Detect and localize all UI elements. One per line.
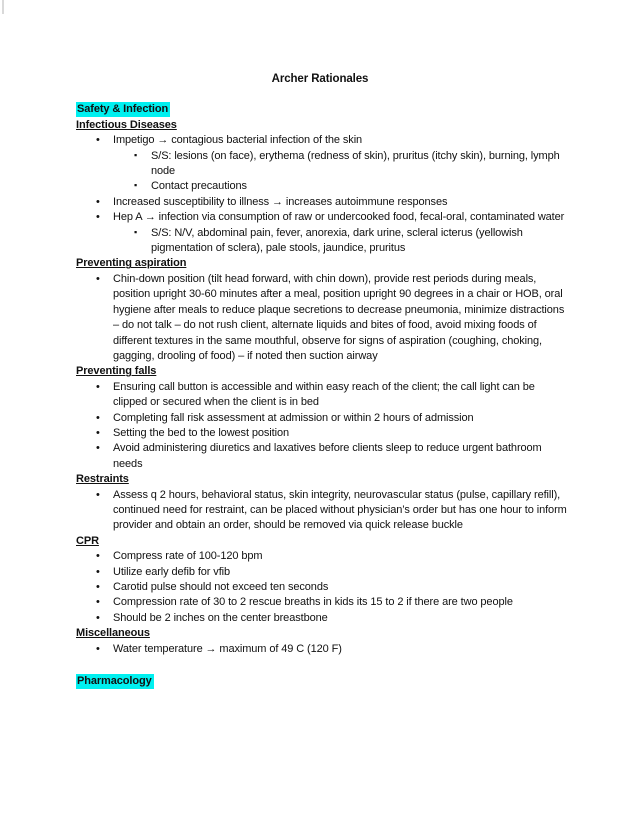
list-item-text: Increased susceptibility to illness → increases autoimmune responses <box>113 195 448 208</box>
list-item <box>76 549 568 564</box>
bullet-icon: • <box>96 596 100 609</box>
bullet-icon: • <box>96 488 100 501</box>
list-item-text: S/S: N/V, abdominal pain, fever, anorexia, dark urine, scleral icterus (yellowish pigmentation of sclera), pale stools, jaundice, pruritus <box>151 226 523 255</box>
section-preventing-falls <box>76 364 568 472</box>
bullet-icon: • <box>96 550 100 563</box>
underlined-heading-text: Preventing falls <box>76 365 157 378</box>
list-item <box>76 272 568 364</box>
list-item <box>76 411 568 426</box>
bullet-icon: • <box>96 272 100 285</box>
section-miscellaneous <box>76 626 568 657</box>
section-pharmacology <box>76 674 568 689</box>
list-item-text: Contact precautions <box>151 180 247 193</box>
underlined-heading-text: Restraints <box>76 473 129 486</box>
underlined-heading-text: Infectious Diseases <box>76 118 177 131</box>
bullet-icon: • <box>96 195 100 208</box>
list-item-text: Utilize early defib for vfib <box>113 565 231 578</box>
list-item <box>76 210 568 225</box>
underlined-heading-text: CPR <box>76 534 99 547</box>
list-item <box>76 580 568 595</box>
list-item <box>76 441 568 472</box>
section-heading <box>76 102 568 117</box>
list-item <box>76 380 568 411</box>
bullet-icon: • <box>96 211 100 224</box>
list-item-text: Setting the bed to the lowest position <box>113 426 289 439</box>
list-item-text: Ensuring call button is accessible and within easy reach of the client; the call light can be clipped or secured when the client is in bed <box>113 380 535 409</box>
list-item <box>76 149 568 180</box>
page-title: Archer Rationales <box>271 73 369 85</box>
section-restraints <box>76 472 568 534</box>
list-item <box>76 179 568 194</box>
bullet-list <box>76 549 568 626</box>
section-heading <box>76 534 568 549</box>
list-item-text: Completing fall risk assessment at admission or within 2 hours of admission <box>113 411 474 424</box>
section-heading <box>76 674 568 689</box>
bullet-list <box>76 488 568 534</box>
section-cpr <box>76 534 568 626</box>
list-item <box>76 133 568 148</box>
list-item-text: Assess q 2 hours, behavioral status, skin integrity, neurovascular status (pulse, capillary refill), continued need for restraint, can be placed without physician’s order but has one hour to inform provider and obtain an order, should be removed via quick release buckle <box>113 488 567 532</box>
bullet-icon: • <box>96 642 100 655</box>
page-edge-artifact <box>2 0 4 14</box>
document-content <box>76 102 568 689</box>
list-item-text: Water temperature → maximum of 49 C (120 F) <box>113 642 342 655</box>
bullet-icon: • <box>96 426 100 439</box>
bullet-icon: • <box>96 442 100 455</box>
section-heading <box>76 256 568 271</box>
bullet-list <box>76 133 568 256</box>
underlined-heading-text: Miscellaneous <box>76 627 150 640</box>
list-item-text: S/S: lesions (on face), erythema (redness of skin), pruritus (itchy skin), burning, lymph node <box>151 149 560 178</box>
underlined-heading-text: Preventing aspiration <box>76 257 187 270</box>
section-heading <box>76 364 568 379</box>
square-bullet-icon: ▪ <box>134 180 138 191</box>
highlighted-heading-text: Safety & Infection <box>77 103 169 116</box>
section-heading <box>76 472 568 487</box>
list-item <box>76 611 568 626</box>
list-item <box>76 426 568 441</box>
section-heading <box>76 626 568 641</box>
list-item-text: Hep A → infection via consumption of raw or undercooked food, fecal-oral, contaminated water <box>113 211 565 224</box>
list-item-text: Compress rate of 100-120 bpm <box>113 550 263 563</box>
list-item-text: Carotid pulse should not exceed ten seconds <box>113 581 329 593</box>
square-bullet-icon: ▪ <box>134 226 138 237</box>
bullet-icon: • <box>96 134 100 147</box>
list-item-text: Chin-down position (tilt head forward, with chin down), provide rest periods during meals, position upright 30-60 minutes after a meal, position upright 90 degrees in a chair or HOB, oral hygiene after meals to reduce plaque secretions to decrease pneumonia, minimize distractions – do not talk – do not rush client, alternate liquids and bites of food, avoid mixing foods of different textures in the same mouthful, observe for signs of aspiration (coughing, choking, gagging, drooling of food) – if noted then suction airway <box>113 272 565 362</box>
bullet-icon: • <box>96 411 100 424</box>
bullet-icon: • <box>96 581 100 593</box>
bullet-icon: • <box>96 565 100 578</box>
section-preventing-aspiration <box>76 256 568 364</box>
bullet-icon: • <box>96 380 100 393</box>
list-item <box>76 195 568 210</box>
section-safety-and-infection <box>76 102 568 117</box>
square-bullet-icon: ▪ <box>134 149 138 160</box>
list-item-text: Impetigo → contagious bacterial infection of the skin <box>113 134 363 147</box>
list-item <box>76 226 568 257</box>
highlighted-heading-text: Pharmacology <box>77 675 152 688</box>
bullet-list <box>76 642 568 657</box>
list-item <box>76 488 568 534</box>
list-item <box>76 565 568 580</box>
list-item-text: Compression rate of 30 to 2 rescue breaths in kids its 15 to 2 if there are two people <box>113 596 513 609</box>
section-heading <box>76 118 568 133</box>
bullet-list <box>76 272 568 364</box>
section-infectious-diseases <box>76 118 568 257</box>
bullet-icon: • <box>96 611 100 624</box>
list-item-text: Should be 2 inches on the center breastbone <box>113 611 328 624</box>
list-item <box>76 595 568 610</box>
bullet-list <box>76 380 568 472</box>
list-item <box>76 642 568 657</box>
list-item-text: Avoid administering diuretics and laxatives before clients sleep to reduce urgent bathroom needs <box>113 442 542 470</box>
